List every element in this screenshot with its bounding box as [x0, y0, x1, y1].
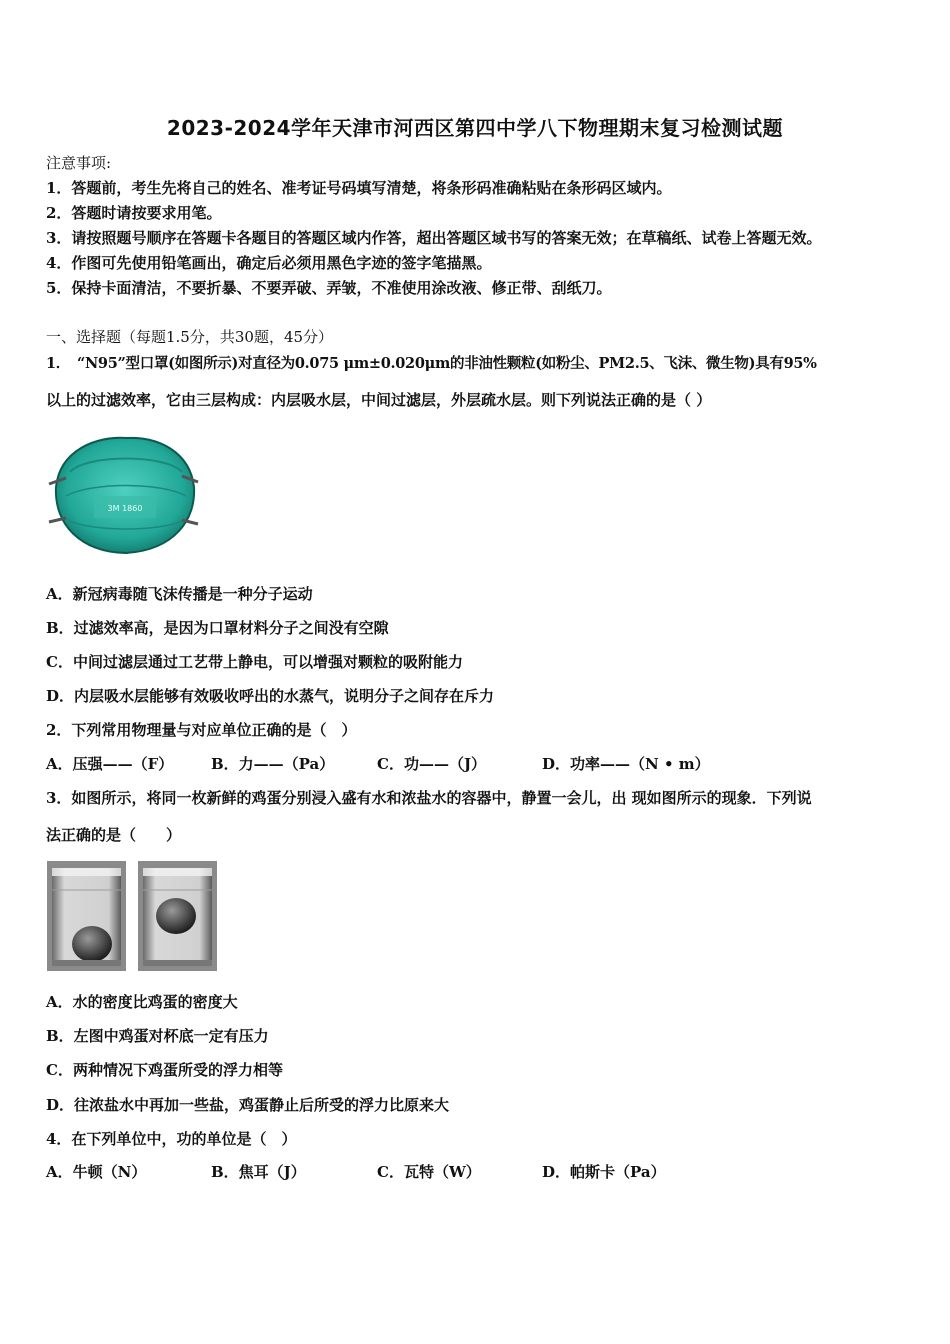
notice-item: 3．请按照题号顺序在答题卡各题目的答题区域内作答，超出答题区域书写的答案无效；在草稿纸、试卷上答题无效。	[46, 229, 822, 247]
mask-print: 3M 1860	[107, 504, 143, 513]
notice-item: 1．答题前，考生先将自己的姓名、准考证号码填写清楚，将条形码准确粘贴在条形码区域内。	[46, 179, 672, 197]
page-title: 2023-2024学年天津市河西区第四中学八下物理期末复习检测试题	[166, 116, 784, 140]
question-3-stem-continued: 法正确的是（ ）	[46, 826, 182, 844]
option-a: A．牛顿（N）	[46, 1163, 147, 1181]
option-c: C．两种情况下鸡蛋所受的浮力相等	[46, 1061, 283, 1079]
section-heading: 一、选择题（每题1.5分，共30题，45分）	[46, 328, 334, 346]
option-a: A．水的密度比鸡蛋的密度大	[46, 993, 238, 1011]
option-d: D．内层吸水层能够有效吸收呼出的水蒸气，说明分子之间存在斥力	[46, 687, 495, 705]
egg-beakers-image	[46, 860, 218, 972]
option-b: B．左图中鸡蛋对杯底一定有压力	[46, 1027, 269, 1045]
n95-mask-image	[46, 432, 201, 557]
option-c: C．功——（J）	[377, 755, 487, 773]
option-b: B．力——（Pa）	[211, 755, 335, 773]
option-b: B．焦耳（J）	[211, 1163, 306, 1181]
option-d: D．往浓盐水中再加一些盐，鸡蛋静止后所受的浮力比原来大	[46, 1096, 450, 1114]
question-1-stem-continued: 以上的过滤效率，它由三层构成：内层吸水层，中间过滤层，外层疏水层。则下列说法正确的是（ ）	[46, 391, 712, 409]
beaker-left	[47, 861, 126, 971]
option-d: D．功率——（N • m）	[542, 755, 710, 773]
option-a: A．新冠病毒随飞沫传播是一种分子运动	[46, 585, 313, 603]
option-a: A．压强——（F）	[46, 755, 174, 773]
option-d: D．帕斯卡（Pa）	[542, 1163, 666, 1181]
question-2-stem: 2．下列常用物理量与对应单位正确的是（ ）	[46, 721, 357, 739]
question-4-options	[46, 1161, 746, 1181]
notice-item: 5．保持卡面清洁，不要折暴、不要弄破、弄皱，不准使用涂改液、修正带、刮纸刀。	[46, 279, 612, 297]
question-1-stem: 1． “N95”型口罩(如图所示)对直径为0.075 μm±0.020μm的非油性颗粒(如粉尘、PM2.5、飞沫、微生物)具有95%	[46, 355, 817, 372]
question-2-options	[46, 753, 746, 773]
notice-item: 2．答题时请按要求用笔。	[46, 204, 222, 222]
question-4-stem: 4．在下列单位中，功的单位是（ ）	[46, 1130, 297, 1148]
option-c: C．瓦特（W）	[377, 1163, 481, 1181]
notice-heading: 注意事项:	[46, 154, 112, 172]
option-b: B．过滤效率高，是因为口罩材料分子之间没有空隙	[46, 619, 389, 637]
question-3-stem: 3．如图所示，将同一枚新鲜的鸡蛋分别浸入盛有水和浓盐水的容器中，静置一会儿，出 现如图所示的现象．下列说	[46, 789, 812, 807]
notice-item: 4．作图可先使用铅笔画出，确定后必须用黑色字迹的签字笔描黑。	[46, 254, 492, 272]
option-c: C．中间过滤层通过工艺带上静电，可以增强对颗粒的吸附能力	[46, 653, 463, 671]
beaker-right	[138, 861, 217, 971]
